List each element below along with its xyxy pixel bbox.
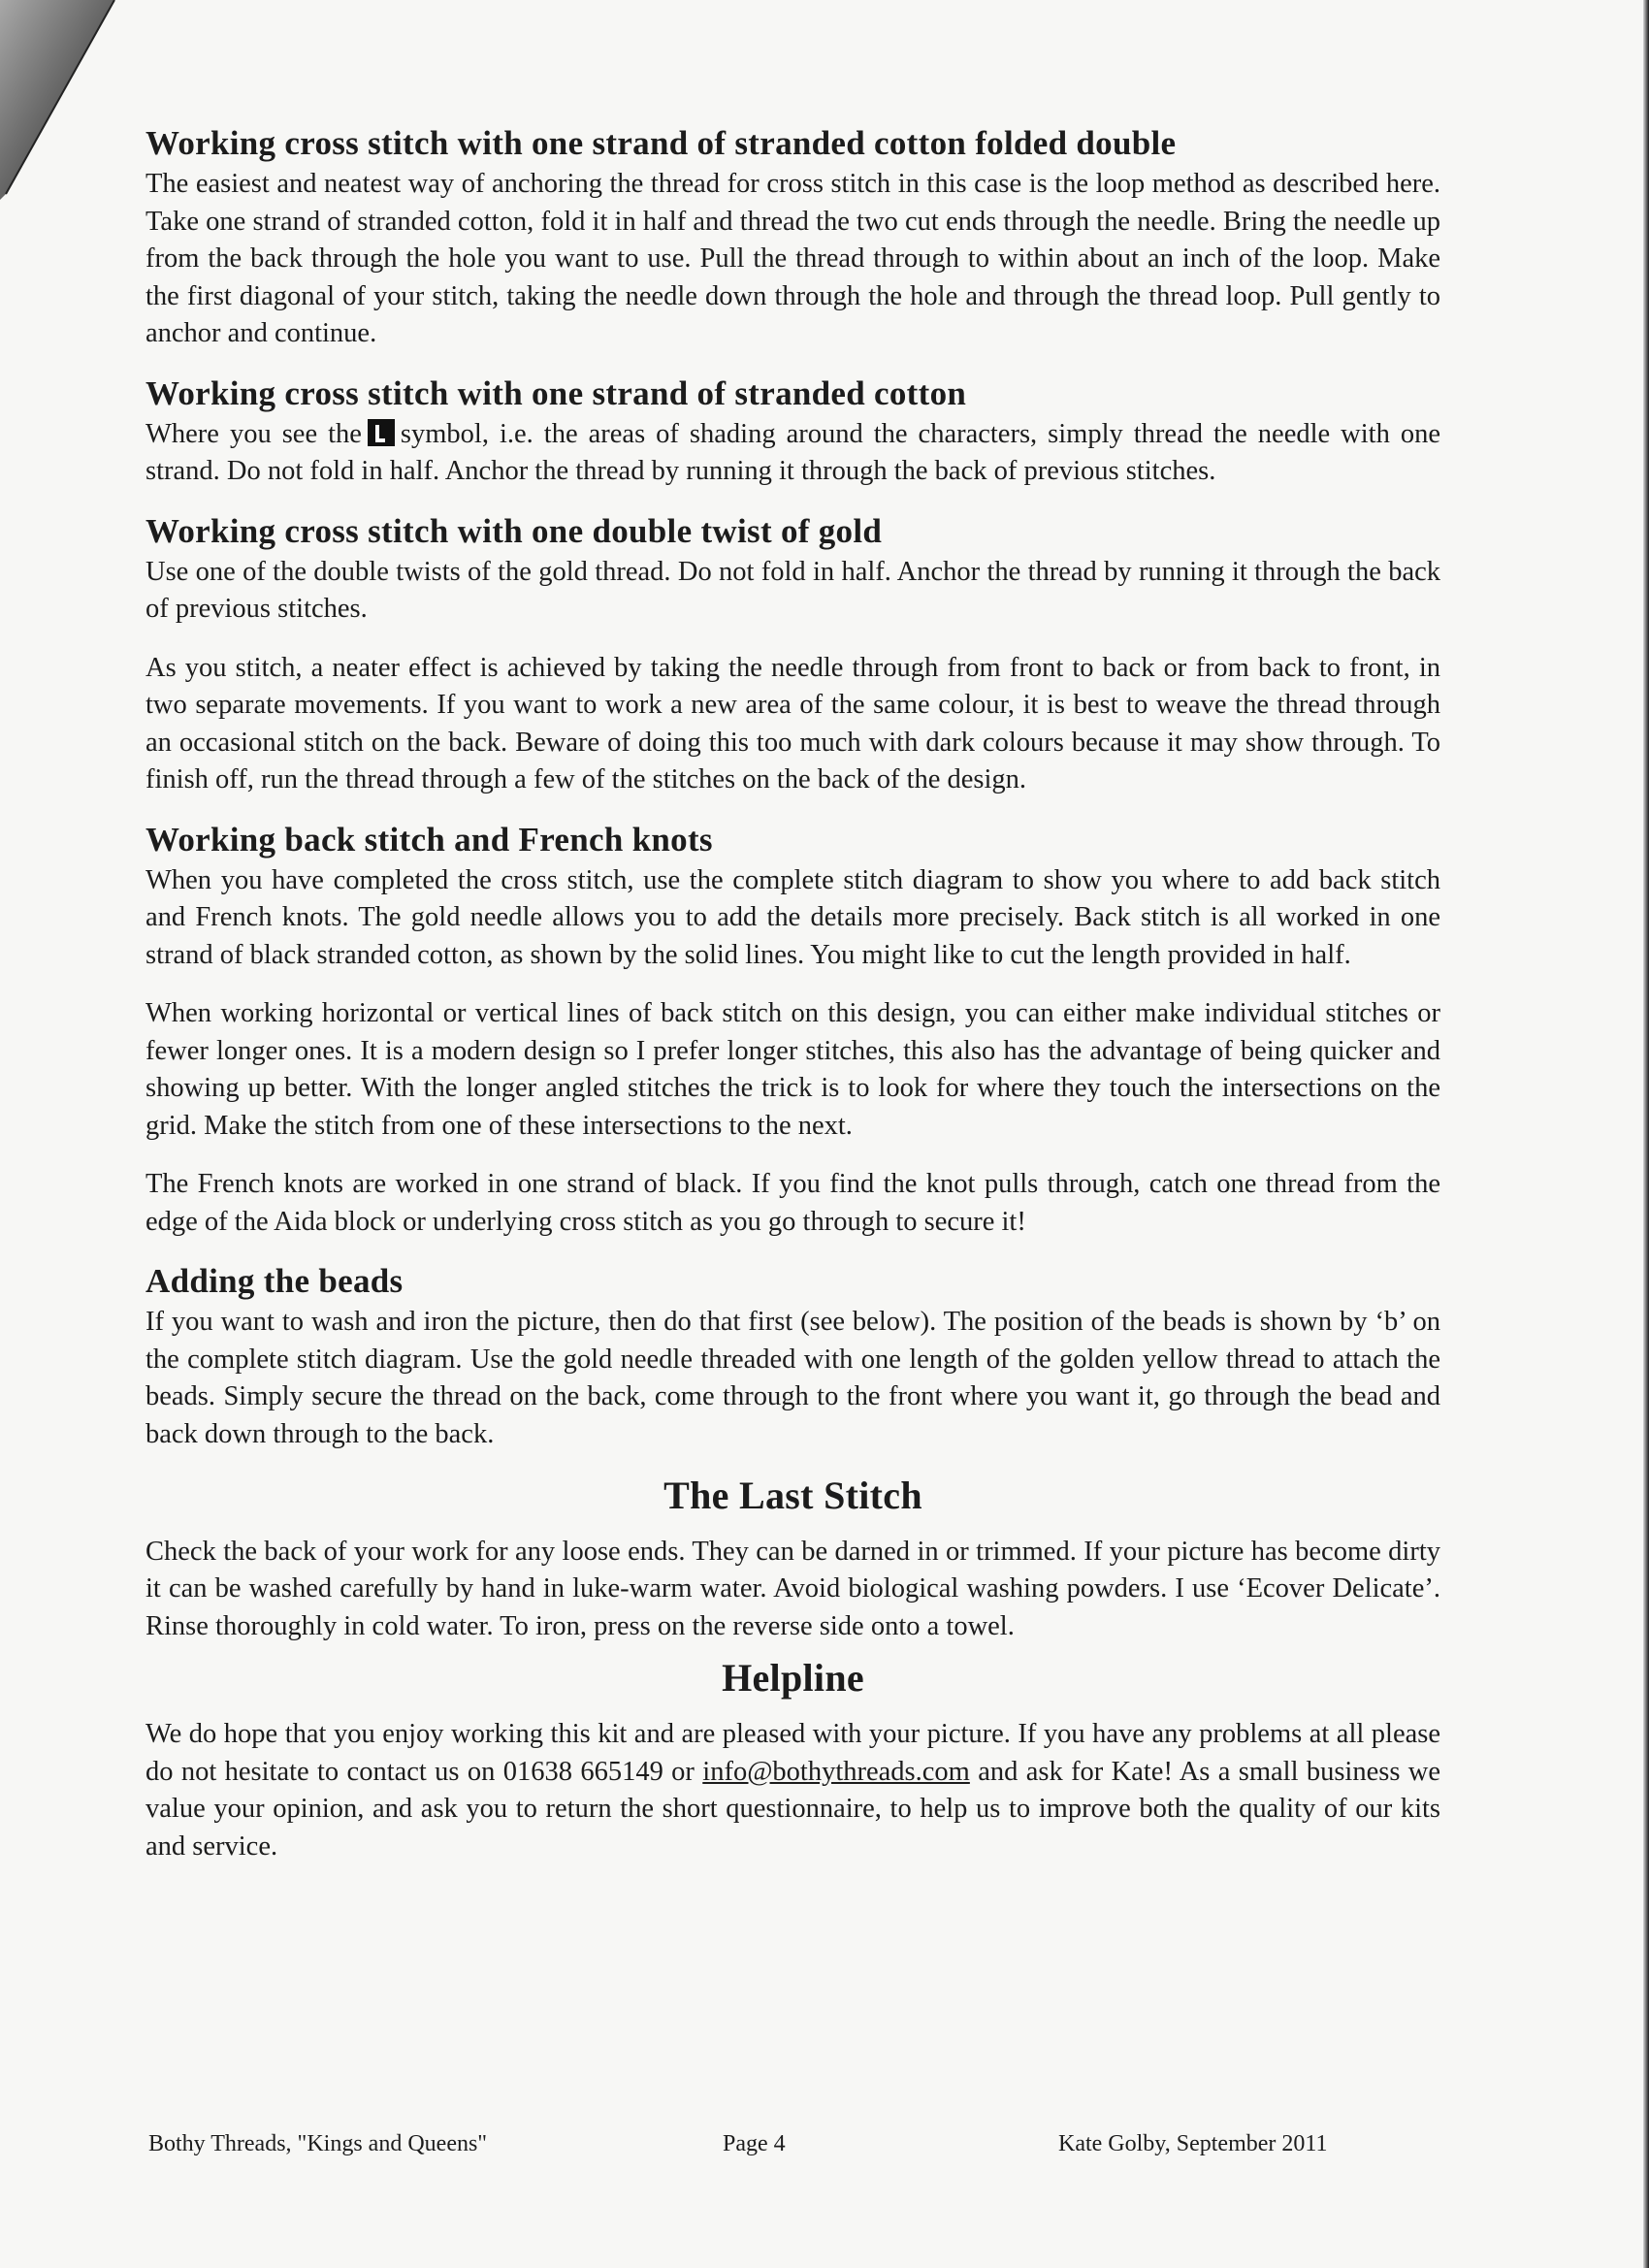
section-loop-method [146, 124, 1440, 353]
section-gold-twist [146, 512, 1440, 799]
footer-author-date: Kate Golby, September 2011 [1058, 2131, 1328, 2156]
paragraph: When working horizontal or vertical lines of back stitch on this design, you can either make individual stitches or fewer longer ones. It is a modern design so I prefer longer stitches, this also has the advantage of being quicker and showing up better. With the longer angled stitches the trick is to look for where they touch the intersections on the grid. Make the stitch from one of these intersections to the next. [146, 998, 1440, 1141]
footer-page-number: Page 4 [723, 2131, 786, 2156]
section-heading: Working cross stitch with one double twist of gold [146, 511, 883, 550]
page-footer [148, 2131, 1371, 2166]
paragraph: Check the back of your work for any loose ends. They can be darned in or trimmed. If your picture has become dirty it can be washed carefully by hand in luke-warm water. Avoid biological washing powders. I use ‘Ecover Delicate’. Rinse thoroughly in cold water. To iron, press on the reverse side onto a towel. [146, 1536, 1440, 1641]
section-back-stitch [146, 821, 1440, 1241]
cross-stitch-symbol-icon [368, 419, 395, 446]
page-corner-fold [0, 0, 126, 204]
section-last-stitch [146, 1474, 1440, 1645]
section-heading: Working cross stitch with one strand of stranded cotton [146, 373, 967, 412]
paragraph: When you have completed the cross stitch, use the complete stitch diagram to show you where to add back stitch and French knots. The gold needle allows you to add the details more precisely. Back stitch is all worked in one strand of black stranded cotton, as shown by the solid lines. You might like to cut the length provided in half. [146, 864, 1440, 970]
paragraph: The French knots are worked in one strand of black. If you find the knot pulls through, catch one thread from the edge of the Aida block or underlying cross stitch as you go through to secure it! [146, 1169, 1440, 1237]
section-heading: Adding the beads [146, 1262, 404, 1301]
document-page [146, 124, 1440, 1887]
paragraph-text: symbol, i.e. the areas of shading around the characters, simply thread the needle with one strand. Do not fold in half. Anchor the thread by running it through the back of previous stitches. [146, 418, 1440, 487]
section-heading: Helpline [722, 1656, 864, 1701]
section-one-strand [146, 374, 1440, 491]
email-link[interactable]: info@bothythreads.com [702, 1756, 970, 1787]
section-heading: Working cross stitch with one strand of stranded cotton folded double [146, 124, 1177, 162]
page-right-edge [1643, 0, 1649, 2268]
paragraph-text: We do hope that you enjoy working this kit and are pleased with your picture. If you have any problems at all please do not hesitate to contact us on 01638 665149 or [146, 1719, 1440, 1787]
section-heading: Working back stitch and French knots [146, 820, 713, 859]
paragraph: Use one of the double twists of the gold thread. Do not fold in half. Anchor the thread by running it through the back of previous stitches. [146, 556, 1440, 625]
paragraph-text: and ask for Kate! As a small business we value your opinion, and ask you to return the short questionnaire, to help us to improve both the quality of our kits and service. [146, 1756, 1441, 1862]
section-helpline [146, 1657, 1440, 1865]
section-heading: The Last Stitch [663, 1474, 922, 1518]
footer-title: Bothy Threads, "Kings and Queens" [148, 2131, 488, 2156]
paragraph: If you want to wash and iron the picture, then do that first (see below). The position of the beads is shown by ‘b’ on the complete stitch diagram. Use the gold needle threaded with one length of the golden yellow thread to attach the beads. Simply secure the thread on the back, come through to the front where you want it, go through the bead and back down through to the back. [146, 1307, 1440, 1449]
paragraph: As you stitch, a neater effect is achieved by taking the needle through from front to back or from back to front, in two separate movements. If you want to work a new area of the same colour, it is best to weave the thread through an occasional stitch on the back. Beware of doing this too much with dark colours because it may show through. To finish off, run the thread through a few of the stitches on the back of the design. [146, 652, 1440, 795]
paragraph [146, 416, 1440, 491]
paragraph-text: Where you see the [146, 418, 362, 449]
section-beads [146, 1262, 1440, 1453]
paragraph [146, 1716, 1440, 1865]
paragraph: The easiest and neatest way of anchoring the thread for cross stitch in this case is the loop method as described here. Take one strand of stranded cotton, fold it in half and thread the two cut ends through the needle. Bring the needle up from the back through the hole you want to use. Pull the thread through to within about an inch of the loop. Make the first diagonal of your stitch, taking the needle down through the hole and through the thread loop. Pull gently to anchor and continue. [146, 169, 1440, 349]
